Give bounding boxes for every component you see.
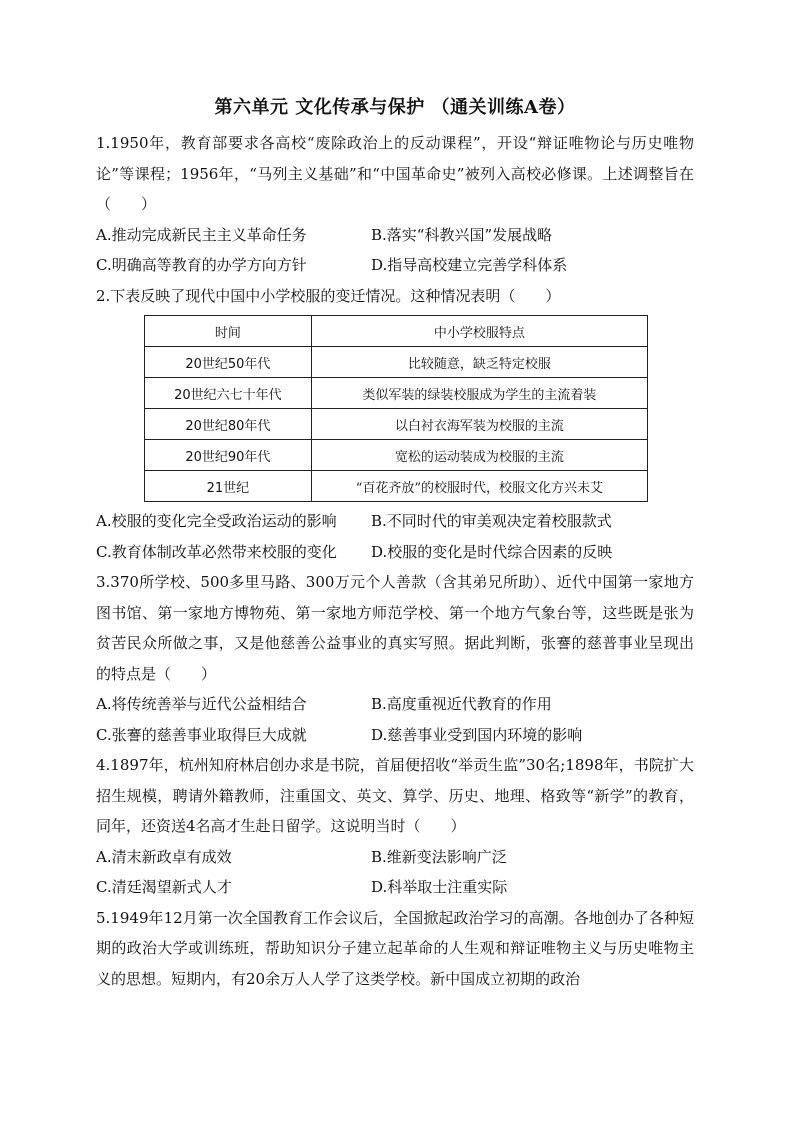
question-2 — [96, 281, 694, 568]
option-c: C.张謇的慈善事业取得巨大成就 — [96, 725, 307, 744]
uniform-table — [144, 315, 648, 502]
options-row — [96, 220, 694, 251]
option-a: A.清末新政卓有成效 — [96, 847, 232, 866]
table-cell: 20世纪90年代 — [145, 440, 312, 471]
table-header-row — [145, 316, 648, 347]
table-row — [145, 471, 648, 502]
table-row — [145, 409, 648, 440]
option-c: C.教育体制改革必然带来校服的变化 — [96, 542, 337, 561]
question-stem: 5.1949年12月第一次全国教育工作会议后，全国掀起政治学习的高潮。各地创办了各种短期的政治大学或训练班，帮助知识分子建立起革命的人生观和辩证唯物主义与历史唯物主义的思想。短期内，有20余万人人学了这类学校。新中国成立初期的政治 — [96, 908, 694, 988]
option-b: B.维新变法影响广泛 — [371, 847, 507, 866]
table-cell: 21世纪 — [145, 471, 312, 502]
table-cell: 宽松的运动装成为校服的主流 — [311, 440, 647, 471]
table-row — [145, 347, 648, 378]
table-row — [145, 378, 648, 409]
table-cell: 20世纪六七十年代 — [145, 378, 312, 409]
options-row — [96, 250, 694, 281]
question-5 — [96, 903, 694, 995]
question-stem: 1.1950年，教育部要求各高校“废除政治上的反动课程”，开设“辩证唯物论与历史唯物论”等课程；1956年，“马列主义基础”和“中国革命史”被列入高校必修课。上述调整旨在（ ） — [96, 134, 694, 213]
table-cell: 类似军装的绿装校服成为学生的主流着装 — [311, 378, 647, 409]
option-a: A.推动完成新民主主义革命任务 — [96, 225, 307, 244]
table-cell: 比较随意，缺乏特定校服 — [311, 347, 647, 378]
option-d: D.科举取士注重实际 — [371, 878, 508, 896]
question-3 — [96, 567, 694, 750]
question-stem: 2.下表反映了现代中国中小学校服的变迁情况。这种情况表明（ ） — [96, 286, 561, 305]
table-cell: 20世纪50年代 — [145, 347, 312, 378]
table-cell: “百花齐放”的校服时代，校服文化方兴未艾 — [311, 471, 647, 502]
option-c: C.清廷渴望新式人才 — [96, 878, 232, 896]
table-cell: 以白衬衣海军装为校服的主流 — [311, 409, 647, 440]
options-row — [96, 872, 694, 903]
option-d: D.指导高校建立完善学科体系 — [371, 256, 568, 274]
option-a: A.将传统善举与近代公益相结合 — [96, 695, 307, 713]
options-row — [96, 537, 694, 568]
question-4 — [96, 750, 694, 903]
page-title: 第六单元 文化传承与保护 （通关训练A卷） — [214, 97, 576, 118]
options-row — [96, 689, 694, 720]
option-b: B.不同时代的审美观决定着校服款式 — [371, 512, 612, 530]
options-row — [96, 506, 694, 537]
question-stem: 4.1897年，杭州知府林启创办求是书院，首届便招收“举贡生监”30名;1898年，书院扩大招生规模，聘请外籍教师，注重国文、英文、算学、历史、地理、格致等“新学”的教育，同年，还资送4名高才生赴日留学。这说明当时（ ） — [96, 756, 694, 835]
options-row — [96, 842, 694, 873]
option-c: C.明确高等教育的办学方向方针 — [96, 256, 307, 274]
table-row — [145, 440, 648, 471]
table-header-cell: 时间 — [145, 316, 312, 347]
options-row — [96, 720, 694, 751]
option-d: D.校服的变化是时代综合因素的反映 — [371, 542, 613, 561]
option-d: D.慈善事业受到国内环境的影响 — [371, 725, 583, 744]
table-header-cell: 中小学校服特点 — [311, 316, 647, 347]
option-a: A.校服的变化完全受政治运动的影响 — [96, 512, 337, 530]
question-stem: 3.370所学校、500多里马路、300万元个人善款（含其弟兄所助）、近代中国第一家地方图书馆、第一家地方博物苑、第一家地方师范学校、第一个地方气象台等，这些既是张为贫苦民众所做之事，又是他慈善公益事业的真实写照。据此判断，张謇的慈普事业呈现出的特点是（ ） — [96, 573, 694, 683]
table-cell: 20世纪80年代 — [145, 409, 312, 440]
option-b: B.高度重视近代教育的作用 — [371, 695, 552, 713]
option-b: B.落实“科教兴国”发展战略 — [371, 225, 553, 244]
question-1 — [96, 128, 694, 281]
